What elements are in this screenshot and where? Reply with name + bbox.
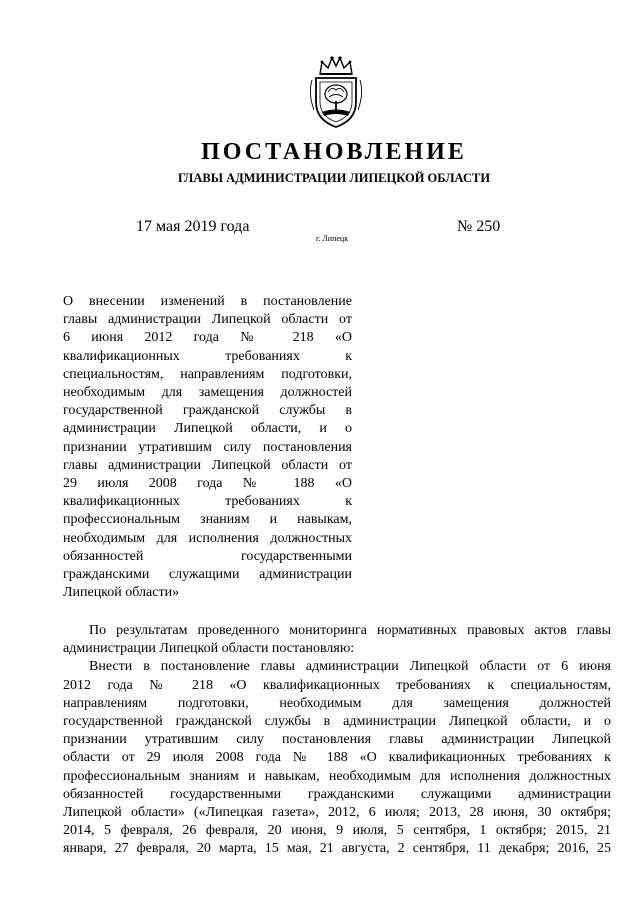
body-line: признании утратившим силу постановления главы администрации Липецкой xyxy=(63,732,611,748)
body-line: области от 29 июля 2008 года № 188 «О квалификационных требованиях к xyxy=(63,750,611,766)
body-line: января, 27 февраля, 20 марта, 15 мая, 21 августа, 2 сентября, 11 декабря; 2016, 25 xyxy=(63,841,611,857)
document-city: г. Липецк xyxy=(316,234,349,243)
subject-line: квалификационных требованиях к xyxy=(63,348,352,364)
body-line: профессиональным знаниям и навыкам, необходимым для исполнения должностных xyxy=(63,768,611,784)
document-title: ПОСТАНОВЛЕНИЕ xyxy=(201,139,467,165)
document-subject xyxy=(63,293,352,602)
subject-line: главы администрации Липецкой области от xyxy=(63,312,352,328)
body-line: 2012 года № 218 «О квалификационных требованиях к специальностям, xyxy=(63,677,611,693)
subject-line: необходимым для замещения должностей xyxy=(63,385,352,401)
subject-line: 29 июля 2008 года № 188 «О xyxy=(63,476,352,492)
document-number: № 250 xyxy=(457,218,501,235)
body-line: Липецкой области» («Липецкая газета», 2012, 6 июля; 2013, 28 июня, 30 октября; xyxy=(63,805,611,821)
body-line: По результатам проведенного мониторинга нормативных правовых актов главы xyxy=(89,623,611,638)
body-line: Внести в постановление главы администрации Липецкой области от 6 июня xyxy=(89,659,611,675)
subject-line: признании утратившим силу постановления xyxy=(63,439,352,455)
subject-line: квалификационных требованиях к xyxy=(63,494,352,510)
subject-line: гражданскими служащими администрации xyxy=(63,567,352,583)
body-line: направлениям подготовки, необходимым для замещения должностей xyxy=(63,695,611,711)
subject-line: Липецкой области» xyxy=(63,585,180,601)
body-line: администрации Липецкой области постановляю: xyxy=(63,641,355,657)
subject-line: 6 июня 2012 года № 218 «О xyxy=(63,330,352,346)
subject-line: профессиональным знаниям и навыкам, xyxy=(63,512,352,528)
subject-line: главы администрации Липецкой области от xyxy=(63,457,352,473)
subject-line: государственной гражданской службы в xyxy=(63,403,352,419)
document-body xyxy=(63,622,611,859)
subject-line: О внесении изменений в постановление xyxy=(63,294,352,309)
coat-of-arms-icon xyxy=(306,54,366,130)
body-line: государственной гражданской службы в администрации Липецкой области, и о xyxy=(63,714,611,730)
subject-line: администрации Липецкой области, и о xyxy=(63,421,352,437)
subject-line: необходимым для исполнения должностных xyxy=(63,530,352,546)
subject-line: специальностям, направлениям подготовки, xyxy=(63,366,352,382)
subject-line: обязанностей государственными xyxy=(63,548,352,564)
body-line: обязанностей государственными гражданскими служащими администрации xyxy=(63,786,611,802)
document-date: 17 мая 2019 года xyxy=(136,218,250,235)
document-issuer: ГЛАВЫ АДМИНИСТРАЦИИ ЛИПЕЦКОЙ ОБЛАСТИ xyxy=(177,171,491,185)
body-line: 2014, 5 февраля, 26 февраля, 20 июня, 9 июля, 5 сентября, 1 октября; 2015, 21 xyxy=(63,823,611,839)
